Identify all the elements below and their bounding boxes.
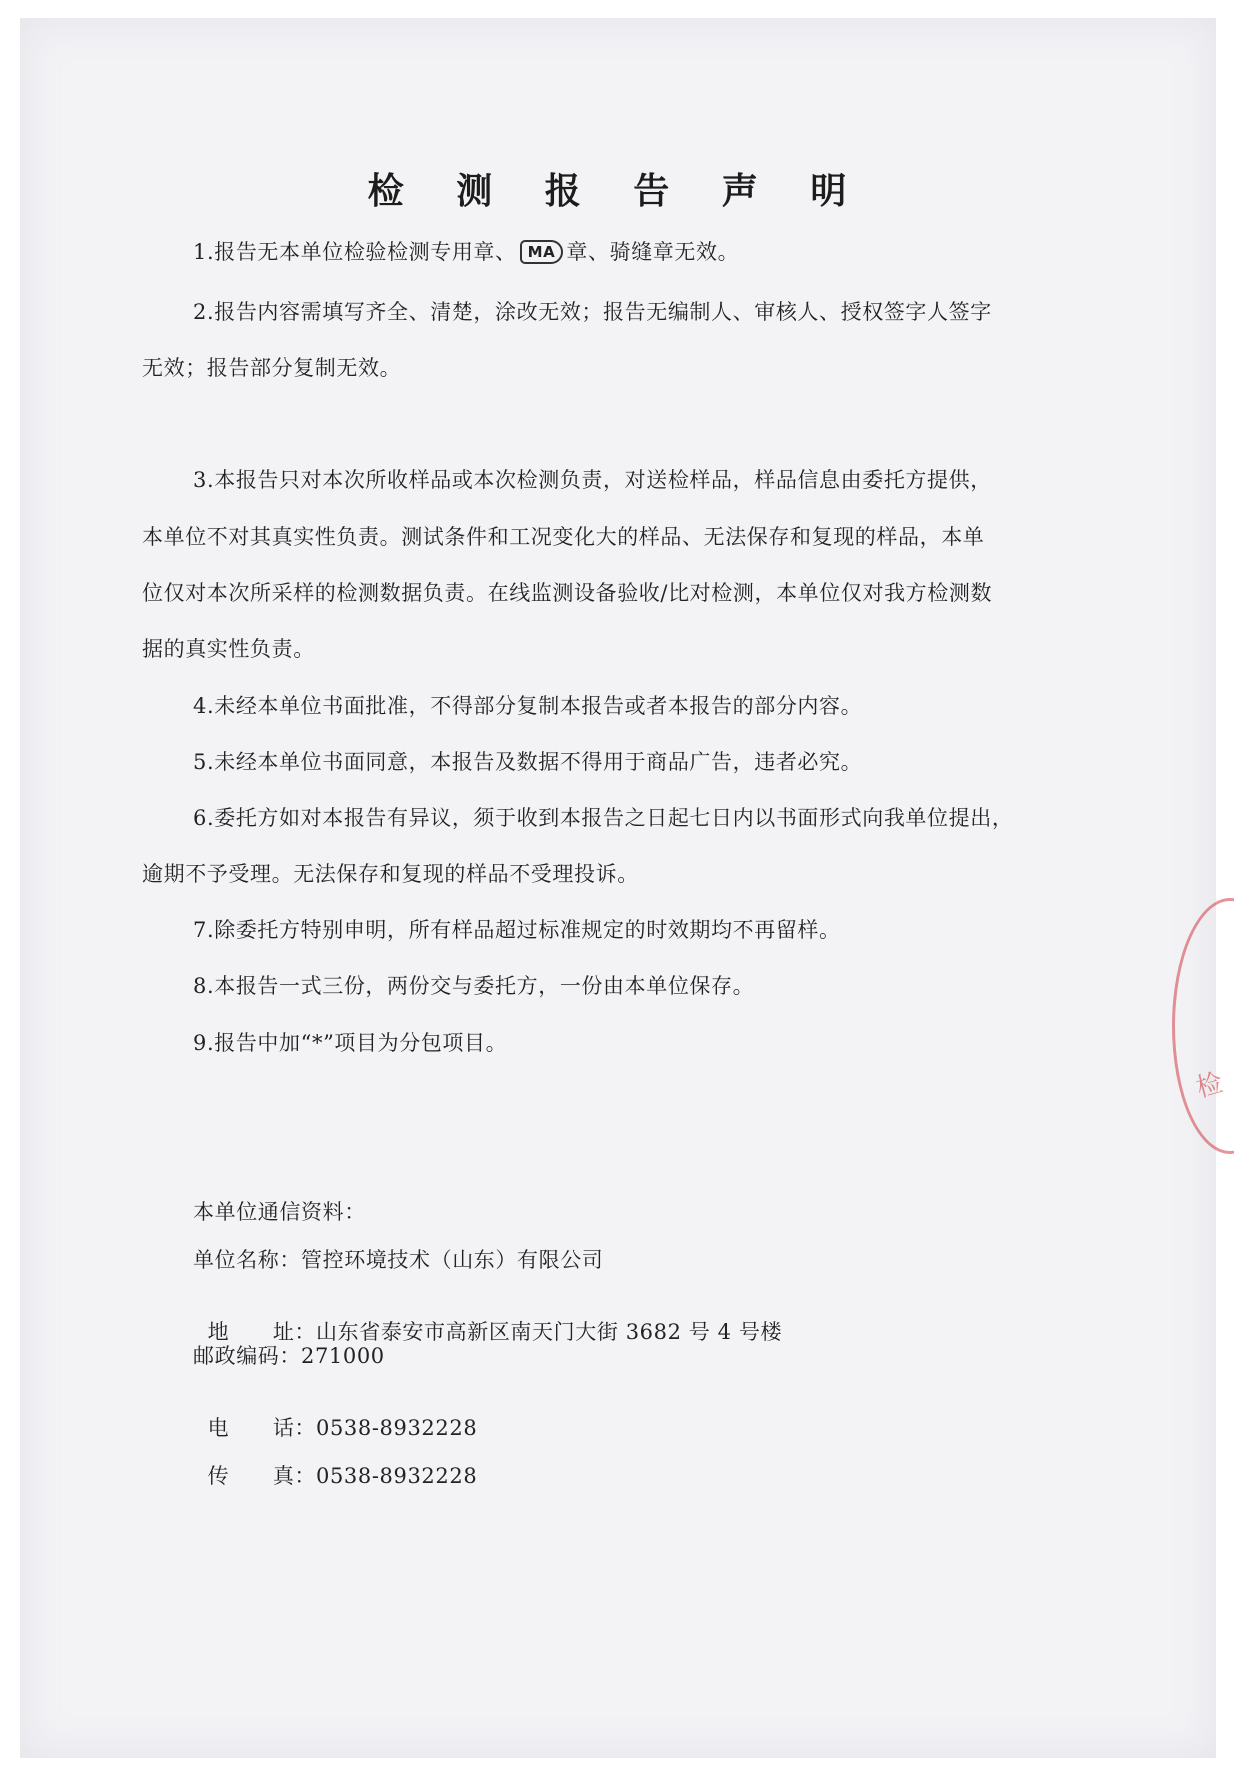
statement-item-1-text-a: 1.报告无本单位检验检测专用章、 — [193, 240, 517, 264]
statement-item-3-line-2: 本单位不对其真实性负责。测试条件和工况变化大的样品、无法保存和复现的样品，本单 — [142, 525, 985, 549]
contact-address-label: 地 址： — [207, 1320, 317, 1344]
contact-address-value: 山东省泰安市高新区南天门大街 3682 号 4 号楼 — [316, 1320, 783, 1344]
contact-postcode-value: 271000 — [301, 1344, 385, 1368]
contact-fax-label: 传 真： — [207, 1464, 317, 1488]
contact-name-label: 单位名称： — [193, 1248, 301, 1272]
statement-item-2-line-1: 2.报告内容需填写齐全、清楚，涂改无效；报告无编制人、审核人、授权签字人签字 — [193, 300, 992, 324]
statement-item-6-line-2: 逾期不予受理。无法保存和复现的样品不受理投诉。 — [142, 862, 639, 886]
statement-item-8: 8.本报告一式三份，两份交与委托方，一份由本单位保存。 — [193, 974, 755, 998]
contact-fax-row — [193, 1436, 477, 1490]
statement-item-3-line-3: 位仅对本次所采样的检测数据负责。在线监测设备验收/比对检测，本单位仅对我方检测数 — [142, 581, 993, 605]
statement-item-4: 4.未经本单位书面批准，不得部分复制本报告或者本报告的部分内容。 — [193, 694, 863, 718]
contact-postcode-label: 邮政编码： — [193, 1344, 301, 1368]
contact-postcode-row — [193, 1340, 385, 1370]
contact-name-value: 管控环境技术（山东）有限公司 — [301, 1248, 604, 1272]
document-page — [20, 18, 1216, 1758]
statement-item-5: 5.未经本单位书面同意，本报告及数据不得用于商品广告，违者必究。 — [193, 750, 863, 774]
contact-fax-value: 0538-8932228 — [316, 1464, 478, 1488]
page-title: 检 测 报 告 声 明 — [367, 170, 867, 212]
contact-address-row — [193, 1292, 782, 1346]
contact-phone-row — [193, 1388, 477, 1442]
contact-phone-value: 0538-8932228 — [316, 1416, 478, 1440]
statement-item-3-line-1: 3.本报告只对本次所收样品或本次检测负责，对送检样品，样品信息由委托方提供， — [193, 468, 992, 492]
statement-item-7: 7.除委托方特别申明，所有样品超过标准规定的时效期均不再留样。 — [193, 918, 841, 942]
ma-mark: MA — [520, 240, 564, 264]
statement-item-1-text-b: 章、骑缝章无效。 — [566, 240, 740, 264]
contact-heading: 本单位通信资料： — [193, 1200, 366, 1224]
contact-name-row — [193, 1244, 603, 1274]
seal-stamp-char: 检 — [1193, 1068, 1227, 1104]
statement-item-3-line-4: 据的真实性负责。 — [142, 637, 315, 661]
statement-item-2-line-2: 无效；报告部分复制无效。 — [142, 356, 402, 380]
statement-item-6-line-1: 6.委托方如对本报告有异议，须于收到本报告之日起七日内以书面形式向我单位提出， — [193, 806, 1014, 830]
contact-phone-label: 电 话： — [207, 1416, 317, 1440]
statement-item-9: 9.报告中加“*”项目为分包项目。 — [193, 1031, 508, 1055]
statement-item-1 — [193, 236, 739, 266]
